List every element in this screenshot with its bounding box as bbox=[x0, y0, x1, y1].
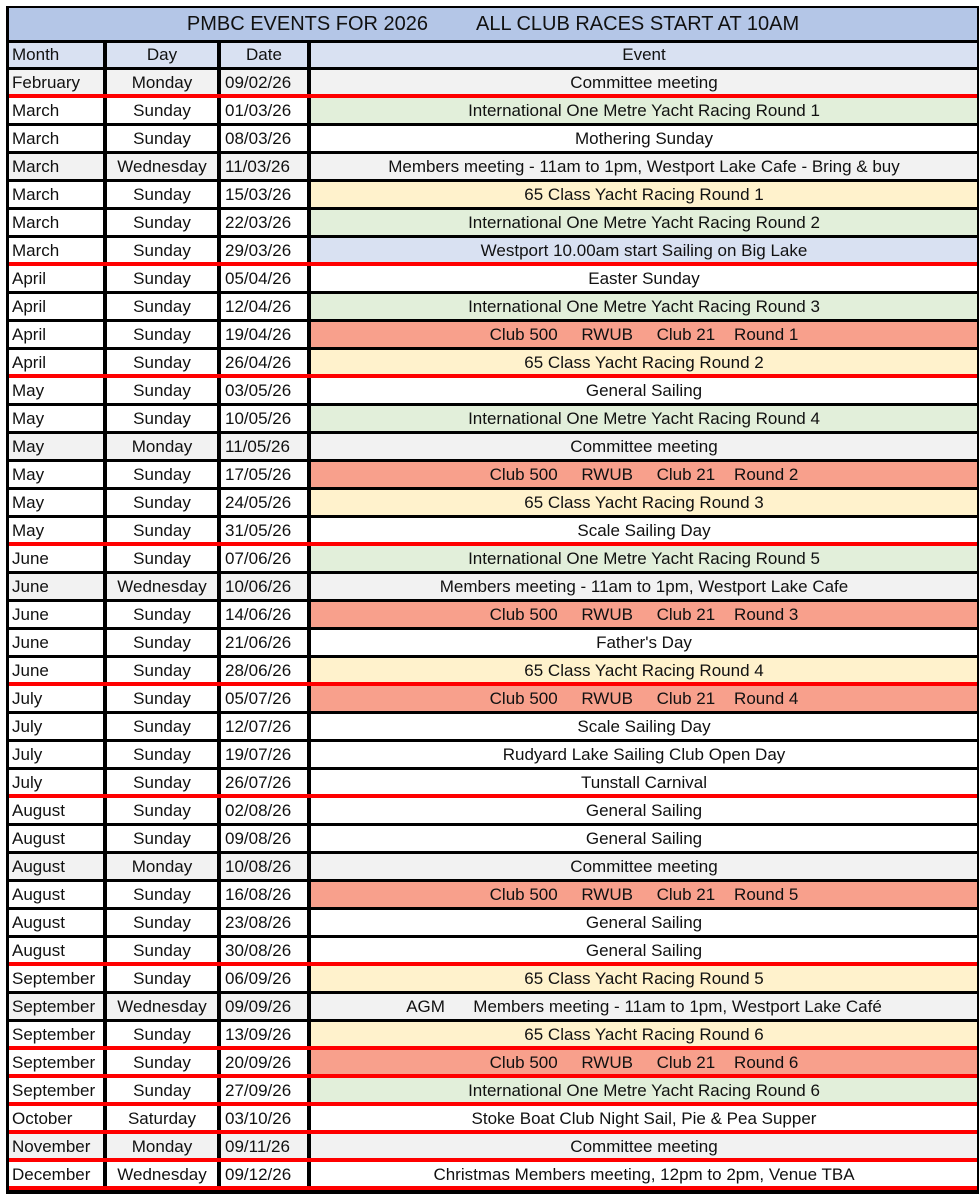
month-cell: May bbox=[9, 490, 103, 515]
table-row bbox=[9, 462, 977, 487]
table-row bbox=[9, 602, 977, 627]
date-cell: 03/05/26 bbox=[221, 378, 307, 403]
event-cell: Scale Sailing Day bbox=[311, 518, 977, 543]
event-cell: Committee meeting bbox=[311, 1134, 977, 1159]
header-day: Day bbox=[107, 43, 217, 67]
day-cell: Sunday bbox=[107, 406, 217, 431]
table-row bbox=[9, 406, 977, 431]
date-cell: 26/07/26 bbox=[221, 770, 307, 795]
day-cell: Sunday bbox=[107, 266, 217, 291]
month-cell: June bbox=[9, 658, 103, 683]
title-right: ALL CLUB RACES START AT 10AM bbox=[476, 12, 800, 35]
date-cell: 19/04/26 bbox=[221, 322, 307, 347]
date-cell: 22/03/26 bbox=[221, 210, 307, 235]
table-title bbox=[9, 8, 977, 40]
table-row bbox=[9, 1106, 977, 1131]
event-cell: 65 Class Yacht Racing Round 5 bbox=[311, 966, 977, 991]
event-cell: Mothering Sunday bbox=[311, 126, 977, 151]
date-cell: 05/04/26 bbox=[221, 266, 307, 291]
table-row bbox=[9, 294, 977, 319]
event-cell: General Sailing bbox=[311, 826, 977, 851]
header-date: Date bbox=[221, 43, 307, 67]
date-cell: 14/06/26 bbox=[221, 602, 307, 627]
date-cell: 30/08/26 bbox=[221, 938, 307, 963]
table-row bbox=[9, 1134, 977, 1159]
month-cell: November bbox=[9, 1134, 103, 1159]
table-row bbox=[9, 98, 977, 123]
date-cell: 07/06/26 bbox=[221, 546, 307, 571]
month-cell: April bbox=[9, 266, 103, 291]
day-cell: Sunday bbox=[107, 518, 217, 543]
month-cell: July bbox=[9, 714, 103, 739]
table-row bbox=[9, 1162, 977, 1187]
date-cell: 09/11/26 bbox=[221, 1134, 307, 1159]
table-row bbox=[9, 546, 977, 571]
day-cell: Sunday bbox=[107, 182, 217, 207]
event-cell: 65 Class Yacht Racing Round 6 bbox=[311, 1022, 977, 1047]
day-cell: Sunday bbox=[107, 294, 217, 319]
event-cell: International One Metre Yacht Racing Round 6 bbox=[311, 1078, 977, 1103]
event-cell: International One Metre Yacht Racing Round 4 bbox=[311, 406, 977, 431]
day-cell: Sunday bbox=[107, 686, 217, 711]
day-cell: Wednesday bbox=[107, 1162, 217, 1187]
month-cell: August bbox=[9, 938, 103, 963]
month-cell: August bbox=[9, 910, 103, 935]
table-row bbox=[9, 574, 977, 599]
day-cell: Sunday bbox=[107, 1022, 217, 1047]
date-cell: 12/04/26 bbox=[221, 294, 307, 319]
date-cell: 09/08/26 bbox=[221, 826, 307, 851]
event-cell: Members meeting - 11am to 1pm, Westport Lake Cafe bbox=[311, 574, 977, 599]
date-cell: 11/03/26 bbox=[221, 154, 307, 179]
day-cell: Sunday bbox=[107, 714, 217, 739]
event-cell: Scale Sailing Day bbox=[311, 714, 977, 739]
event-cell: Club 500 RWUB Club 21 Round 5 bbox=[311, 882, 977, 907]
day-cell: Sunday bbox=[107, 546, 217, 571]
day-cell: Sunday bbox=[107, 770, 217, 795]
day-cell: Sunday bbox=[107, 350, 217, 375]
date-cell: 17/05/26 bbox=[221, 462, 307, 487]
month-cell: March bbox=[9, 210, 103, 235]
event-cell: International One Metre Yacht Racing Round 1 bbox=[311, 98, 977, 123]
day-cell: Sunday bbox=[107, 630, 217, 655]
date-cell: 03/10/26 bbox=[221, 1106, 307, 1131]
event-cell: General Sailing bbox=[311, 938, 977, 963]
event-cell: General Sailing bbox=[311, 910, 977, 935]
day-cell: Sunday bbox=[107, 98, 217, 123]
day-cell: Sunday bbox=[107, 882, 217, 907]
day-cell: Sunday bbox=[107, 238, 217, 263]
month-cell: July bbox=[9, 742, 103, 767]
table-row bbox=[9, 1022, 977, 1047]
day-cell: Sunday bbox=[107, 742, 217, 767]
date-cell: 06/09/26 bbox=[221, 966, 307, 991]
month-cell: March bbox=[9, 154, 103, 179]
date-cell: 24/05/26 bbox=[221, 490, 307, 515]
event-cell: 65 Class Yacht Racing Round 4 bbox=[311, 658, 977, 683]
table-row bbox=[9, 490, 977, 515]
event-cell: Committee meeting bbox=[311, 854, 977, 879]
month-cell: September bbox=[9, 966, 103, 991]
day-cell: Sunday bbox=[107, 602, 217, 627]
date-cell: 21/06/26 bbox=[221, 630, 307, 655]
table-row bbox=[9, 714, 977, 739]
month-cell: September bbox=[9, 994, 103, 1019]
date-cell: 15/03/26 bbox=[221, 182, 307, 207]
month-cell: June bbox=[9, 602, 103, 627]
day-cell: Sunday bbox=[107, 798, 217, 823]
header-event: Event bbox=[311, 43, 977, 67]
date-cell: 01/03/26 bbox=[221, 98, 307, 123]
day-cell: Sunday bbox=[107, 378, 217, 403]
event-cell: Easter Sunday bbox=[311, 266, 977, 291]
month-cell: May bbox=[9, 462, 103, 487]
title-left: PMBC EVENTS FOR 2026 bbox=[186, 12, 429, 35]
month-cell: October bbox=[9, 1106, 103, 1131]
day-cell: Sunday bbox=[107, 126, 217, 151]
table-row bbox=[9, 854, 977, 879]
day-cell: Monday bbox=[107, 70, 217, 95]
event-cell: International One Metre Yacht Racing Round 2 bbox=[311, 210, 977, 235]
table-row bbox=[9, 1078, 977, 1103]
event-cell: Club 500 RWUB Club 21 Round 3 bbox=[311, 602, 977, 627]
table-row bbox=[9, 322, 977, 347]
month-cell: July bbox=[9, 770, 103, 795]
month-cell: May bbox=[9, 378, 103, 403]
event-cell: Tunstall Carnival bbox=[311, 770, 977, 795]
month-cell: September bbox=[9, 1050, 103, 1075]
day-cell: Monday bbox=[107, 1134, 217, 1159]
event-cell: General Sailing bbox=[311, 798, 977, 823]
month-cell: August bbox=[9, 854, 103, 879]
month-cell: December bbox=[9, 1162, 103, 1187]
header-month: Month bbox=[9, 43, 103, 67]
day-cell: Sunday bbox=[107, 490, 217, 515]
date-cell: 09/02/26 bbox=[221, 70, 307, 95]
month-cell: August bbox=[9, 826, 103, 851]
day-cell: Sunday bbox=[107, 210, 217, 235]
event-cell: General Sailing bbox=[311, 378, 977, 403]
table-row bbox=[9, 826, 977, 851]
month-cell: February bbox=[9, 70, 103, 95]
table-row bbox=[9, 882, 977, 907]
table-row bbox=[9, 686, 977, 711]
month-cell: May bbox=[9, 406, 103, 431]
event-cell: Club 500 RWUB Club 21 Round 2 bbox=[311, 462, 977, 487]
table-row bbox=[9, 350, 977, 375]
month-cell: June bbox=[9, 546, 103, 571]
table-row bbox=[9, 938, 977, 963]
day-cell: Sunday bbox=[107, 1078, 217, 1103]
table-row bbox=[9, 742, 977, 767]
month-cell: April bbox=[9, 322, 103, 347]
date-cell: 16/08/26 bbox=[221, 882, 307, 907]
event-cell: Stoke Boat Club Night Sail, Pie & Pea Supper bbox=[311, 1106, 977, 1131]
day-cell: Sunday bbox=[107, 322, 217, 347]
event-cell: Committee meeting bbox=[311, 70, 977, 95]
month-cell: March bbox=[9, 126, 103, 151]
date-cell: 12/07/26 bbox=[221, 714, 307, 739]
month-cell: March bbox=[9, 182, 103, 207]
day-cell: Wednesday bbox=[107, 574, 217, 599]
day-cell: Wednesday bbox=[107, 994, 217, 1019]
header-row bbox=[9, 43, 977, 67]
event-cell: Members meeting - 11am to 1pm, Westport Lake Cafe - Bring & buy bbox=[311, 154, 977, 179]
table-row bbox=[9, 266, 977, 291]
event-cell: Club 500 RWUB Club 21 Round 1 bbox=[311, 322, 977, 347]
month-cell: July bbox=[9, 686, 103, 711]
month-cell: May bbox=[9, 518, 103, 543]
event-cell: 65 Class Yacht Racing Round 1 bbox=[311, 182, 977, 207]
date-cell: 13/09/26 bbox=[221, 1022, 307, 1047]
date-cell: 20/09/26 bbox=[221, 1050, 307, 1075]
date-cell: 10/06/26 bbox=[221, 574, 307, 599]
day-cell: Wednesday bbox=[107, 154, 217, 179]
day-cell: Sunday bbox=[107, 462, 217, 487]
event-cell: Westport 10.00am start Sailing on Big Lake bbox=[311, 238, 977, 263]
table-row bbox=[9, 994, 977, 1019]
table-row bbox=[9, 518, 977, 543]
event-cell: International One Metre Yacht Racing Round 5 bbox=[311, 546, 977, 571]
table-row bbox=[9, 238, 977, 263]
month-cell: April bbox=[9, 350, 103, 375]
table-row bbox=[9, 798, 977, 823]
table-row bbox=[9, 378, 977, 403]
table-row bbox=[9, 182, 977, 207]
table-row bbox=[9, 434, 977, 459]
date-cell: 10/05/26 bbox=[221, 406, 307, 431]
month-cell: August bbox=[9, 882, 103, 907]
month-cell: June bbox=[9, 574, 103, 599]
day-cell: Monday bbox=[107, 434, 217, 459]
month-cell: August bbox=[9, 798, 103, 823]
month-cell: March bbox=[9, 98, 103, 123]
table-row bbox=[9, 966, 977, 991]
date-cell: 08/03/26 bbox=[221, 126, 307, 151]
date-cell: 09/09/26 bbox=[221, 994, 307, 1019]
month-cell: April bbox=[9, 294, 103, 319]
date-cell: 31/05/26 bbox=[221, 518, 307, 543]
day-cell: Monday bbox=[107, 854, 217, 879]
month-cell: March bbox=[9, 238, 103, 263]
event-cell: Club 500 RWUB Club 21 Round 4 bbox=[311, 686, 977, 711]
month-cell: June bbox=[9, 630, 103, 655]
event-cell: Club 500 RWUB Club 21 Round 6 bbox=[311, 1050, 977, 1075]
table-row bbox=[9, 1050, 977, 1075]
table-row bbox=[9, 770, 977, 795]
event-cell: Christmas Members meeting, 12pm to 2pm, Venue TBA bbox=[311, 1162, 977, 1187]
month-cell: September bbox=[9, 1078, 103, 1103]
date-cell: 02/08/26 bbox=[221, 798, 307, 823]
day-cell: Sunday bbox=[107, 826, 217, 851]
table-row bbox=[9, 630, 977, 655]
date-cell: 11/05/26 bbox=[221, 434, 307, 459]
day-cell: Saturday bbox=[107, 1106, 217, 1131]
date-cell: 19/07/26 bbox=[221, 742, 307, 767]
event-cell: 65 Class Yacht Racing Round 2 bbox=[311, 350, 977, 375]
month-cell: September bbox=[9, 1022, 103, 1047]
table-row bbox=[9, 154, 977, 179]
date-cell: 29/03/26 bbox=[221, 238, 307, 263]
event-cell: Committee meeting bbox=[311, 434, 977, 459]
table-row bbox=[9, 210, 977, 235]
date-cell: 23/08/26 bbox=[221, 910, 307, 935]
event-cell: 65 Class Yacht Racing Round 3 bbox=[311, 490, 977, 515]
day-cell: Sunday bbox=[107, 1050, 217, 1075]
day-cell: Sunday bbox=[107, 910, 217, 935]
date-cell: 27/09/26 bbox=[221, 1078, 307, 1103]
date-cell: 09/12/26 bbox=[221, 1162, 307, 1187]
day-cell: Sunday bbox=[107, 938, 217, 963]
event-cell: Rudyard Lake Sailing Club Open Day bbox=[311, 742, 977, 767]
events-table bbox=[6, 6, 979, 1194]
date-cell: 26/04/26 bbox=[221, 350, 307, 375]
table-row bbox=[9, 910, 977, 935]
event-cell: International One Metre Yacht Racing Round 3 bbox=[311, 294, 977, 319]
date-cell: 10/08/26 bbox=[221, 854, 307, 879]
event-cell: AGM Members meeting - 11am to 1pm, Westport Lake Café bbox=[311, 994, 977, 1019]
date-cell: 05/07/26 bbox=[221, 686, 307, 711]
month-cell: May bbox=[9, 434, 103, 459]
day-cell: Sunday bbox=[107, 658, 217, 683]
date-cell: 28/06/26 bbox=[221, 658, 307, 683]
table-row bbox=[9, 126, 977, 151]
table-row bbox=[9, 658, 977, 683]
day-cell: Sunday bbox=[107, 966, 217, 991]
event-cell: Father's Day bbox=[311, 630, 977, 655]
table-row bbox=[9, 70, 977, 95]
